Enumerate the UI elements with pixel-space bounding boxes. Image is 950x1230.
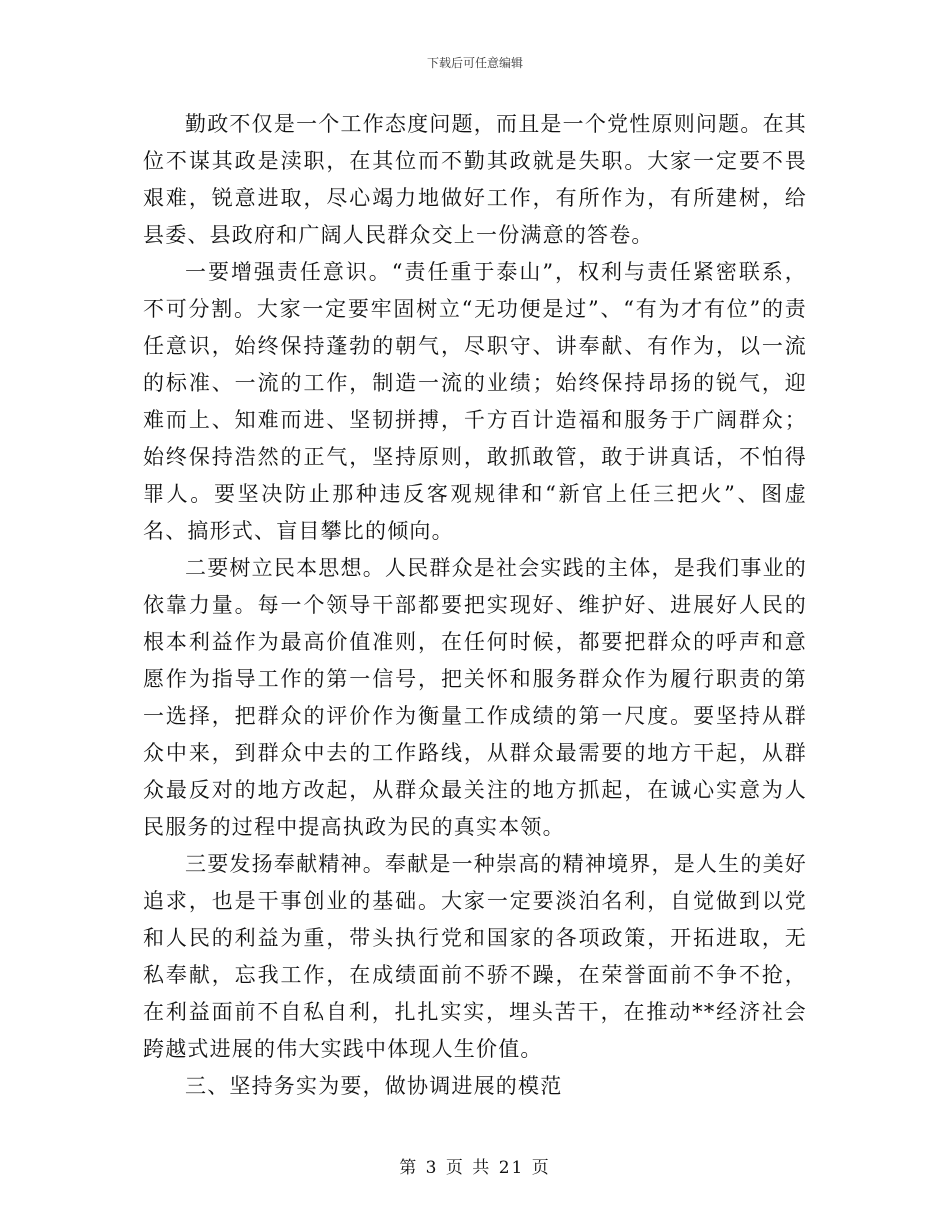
paragraph-dedication: 三要发扬奉献精神。奉献是一种崇高的精神境界，是人生的美好追求，也是干事创业的基础。大家一定要淡泊名利，自觉做到以党和人民的利益为重，带头执行党和国家的各项政策，开拓进取，无私奉献，忘我工作，在成绩面前不骄不躁，在荣誉面前不争不抢，在利益面前不自私自利，扎扎实实，埋头苦干，在推动**经济社会跨越式进展的伟大实践中体现人生价值。 xyxy=(143,852,807,1061)
paragraph-diligence: 勤政不仅是一个工作态度问题，而且是一个党性原则问题。在其位不谋其政是渎职，在其位而不勤其政就是失职。大家一定要不畏艰难，锐意进取，尽心竭力地做好工作，有所作为，有所建树，给县委、县政府和广阔人民群众交上一份满意的答卷。 xyxy=(143,112,807,247)
document-body xyxy=(143,106,807,1105)
page-number: 第 3 页 共 21 页 xyxy=(399,1158,551,1178)
section-heading: 三、坚持务实为要，做协调进展的模范 xyxy=(185,1074,563,1098)
paragraph-responsibility: 一要增强责任意识。“责任重于泰山”，权利与责任紧密联系，不可分割。大家一定要牢固树立“无功便是过”、“有为才有位”的责任意识，始终保持蓬勃的朝气，尽职守、讲奉献、有作为，以一流的标准、一流的工作，制造一流的业绩；始终保持昂扬的锐气，迎难而上、知难而进、坚韧拼搏，千方百计造福和服务于广阔群众；始终保持浩然的正气，坚持原则，敢抓敢管，敢于讲真话，不怕得罪人。要坚决防止那种违反客观规律和“新官上任三把火”、图虚名、搞形式、盲目攀比的倾向。 xyxy=(143,260,807,543)
page-header: 下载后可任意编辑 xyxy=(426,56,523,70)
paragraph-people-oriented: 二要树立民本思想。人民群众是社会实践的主体，是我们事业的依靠力量。每一个领导干部都要把实现好、维护好、进展好人民的根本利益作为最高价值准则，在任何时候，都要把群众的呼声和意愿作为指导工作的第一信号，把关怀和服务群众作为履行职责的第一选择，把群众的评价作为衡量工作成绩的第一尺度。要坚持从群众中来，到群众中去的工作路线，从群众最需要的地方干起，从群众最反对的地方改起，从群众最关注的地方抓起，在诚心实意为人民服务的过程中提高执政为民的真实本领。 xyxy=(143,556,807,839)
